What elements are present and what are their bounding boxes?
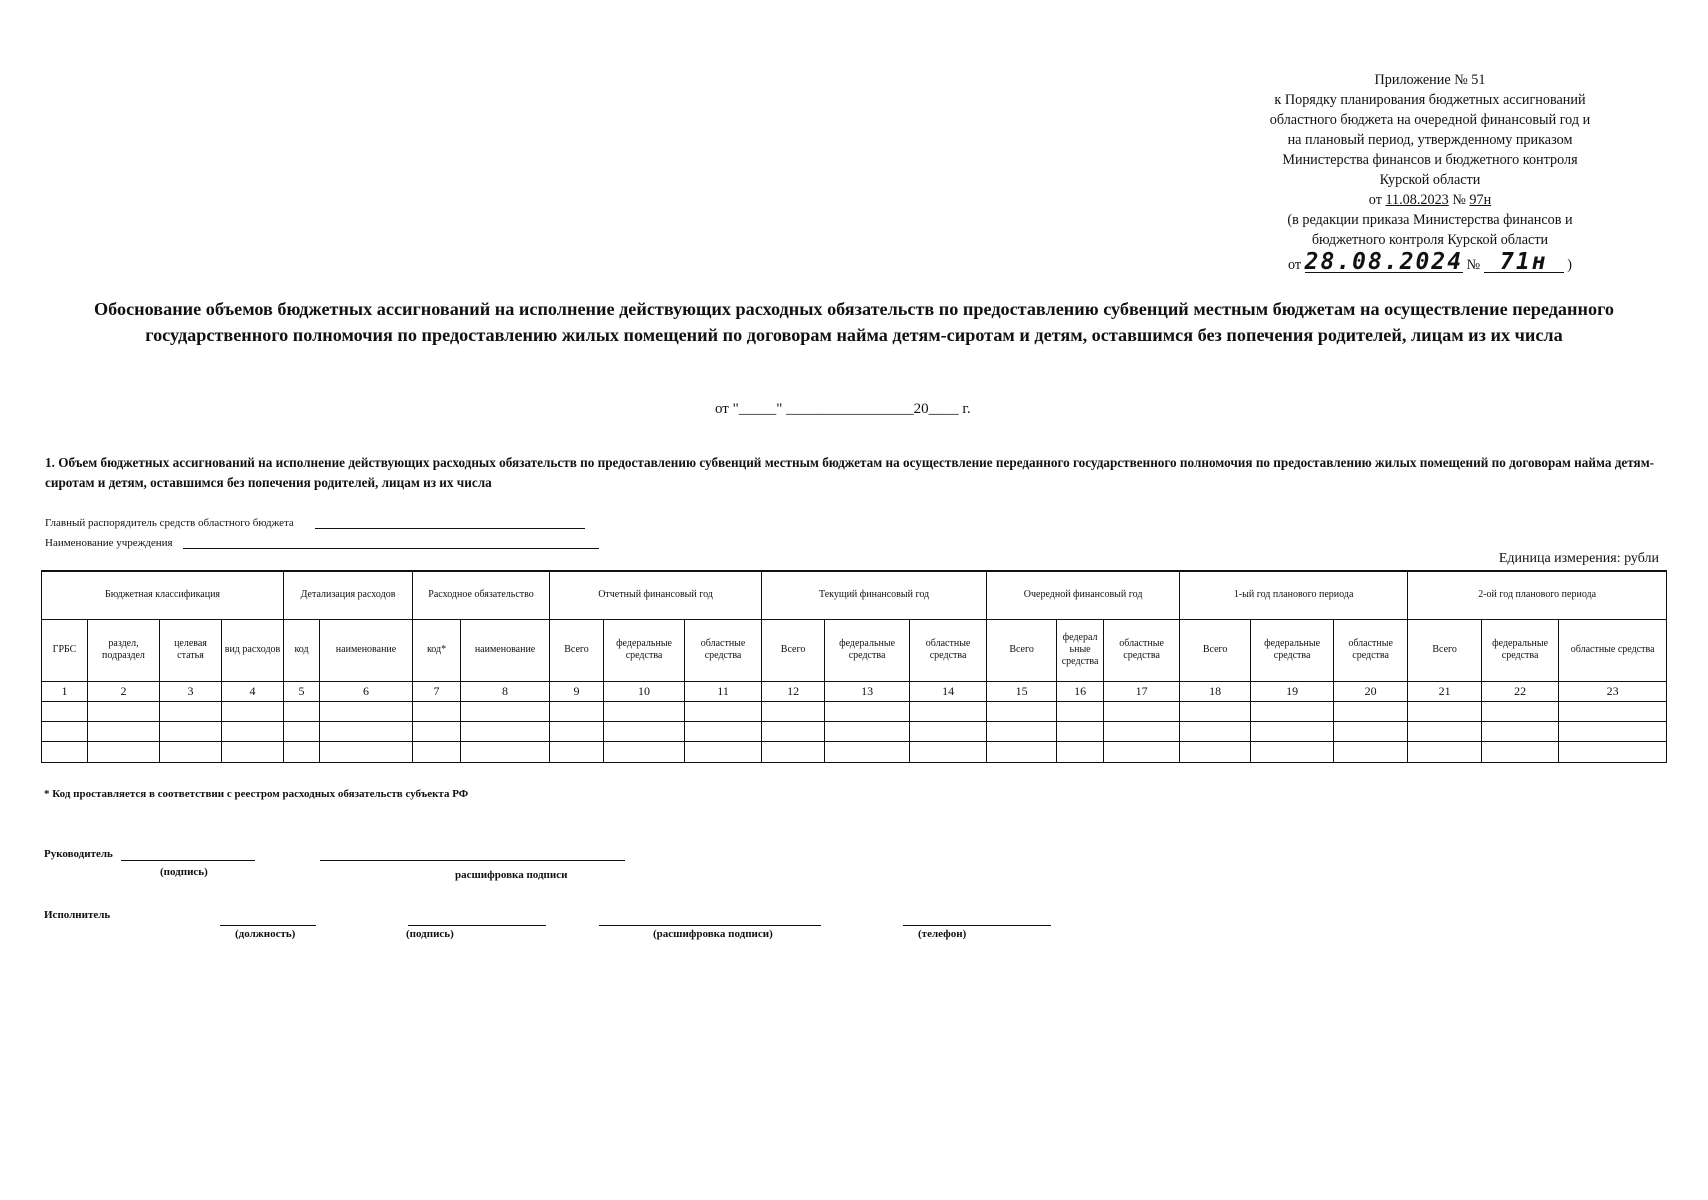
table-sub-header: раздел, подраздел — [88, 619, 160, 681]
head-decode-caption: расшифровка подписи — [455, 869, 568, 881]
column-number: 7 — [413, 681, 461, 701]
executor-position-caption: (должность) — [235, 928, 296, 940]
table-group-header: Детализация расходов — [284, 571, 413, 619]
grbs-label: Главный распорядитель средств областного бюджета — [45, 517, 294, 529]
order-number: 97н — [1469, 192, 1492, 208]
institution-label: Наименование учреждения — [45, 537, 173, 549]
table-sub-header: Всего — [1408, 619, 1482, 681]
table-sub-header: областные средства — [1104, 619, 1180, 681]
table-group-header: Бюджетная классификация — [42, 571, 284, 619]
column-number: 11 — [685, 681, 762, 701]
table-sub-header: федерал ьные средства — [1057, 619, 1104, 681]
appendix-edit-line: (в редакции приказа Министерства финансов и — [1287, 212, 1573, 228]
column-number: 8 — [461, 681, 550, 701]
head-signature-caption: (подпись) — [160, 866, 208, 878]
executor-decode-line[interactable] — [599, 925, 821, 926]
table-row — [42, 701, 1667, 721]
grbs-input-line[interactable] — [315, 518, 585, 529]
table-sub-header: целевая статья — [160, 619, 222, 681]
column-number: 2 — [88, 681, 160, 701]
appendix-line: к Порядку планирования бюджетных ассигнований — [1274, 92, 1586, 108]
column-number: 14 — [910, 681, 987, 701]
appendix-line: областного бюджета на очередной финансовый год и — [1269, 112, 1591, 128]
column-number: 13 — [825, 681, 910, 701]
column-number: 23 — [1559, 681, 1667, 701]
executor-signature-caption: (подпись) — [406, 928, 454, 940]
table-sub-header: Всего — [762, 619, 825, 681]
column-number: 6 — [320, 681, 413, 701]
appendix-line: Курской области — [1379, 172, 1481, 188]
table-sub-header: федеральные средства — [604, 619, 685, 681]
section-heading: 1. Объем бюджетных ассигнований на исполнение действующих расходных обязательств по предоставлению субвенций местным бюджетам на осуществление переданного государственного полномочия по предоставлению жилых помещений по договорам найма детям-сиротам и детям, оставшимся без попечения родителей, лицам из их числа — [45, 455, 1655, 490]
unit-of-measure: Единица измерения: рубли — [1498, 551, 1659, 566]
column-number: 9 — [550, 681, 604, 701]
institution-input-line[interactable] — [183, 538, 599, 549]
table-group-header: Текущий финансовый год — [762, 571, 987, 619]
executor-signature-line[interactable] — [408, 925, 546, 926]
appendix-number: Приложение № 51 — [1374, 72, 1486, 88]
executor-position-line[interactable] — [220, 925, 316, 926]
head-signature-line[interactable] — [121, 860, 255, 861]
table-sub-header: федеральные средства — [1482, 619, 1559, 681]
head-decode-line[interactable] — [320, 860, 625, 861]
table-sub-header: областные средства — [685, 619, 762, 681]
column-number: 4 — [222, 681, 284, 701]
appendix-line: на плановый период, утвержденному приказом — [1287, 132, 1573, 148]
table-sub-header: федеральные средства — [1251, 619, 1334, 681]
table-group-header: Отчетный финансовый год — [550, 571, 762, 619]
column-number: 19 — [1251, 681, 1334, 701]
column-number: 1 — [42, 681, 88, 701]
grbs-field — [45, 517, 585, 529]
column-number: 12 — [762, 681, 825, 701]
table-sub-header: ГРБС — [42, 619, 88, 681]
institution-field — [45, 537, 599, 549]
table-row — [42, 741, 1667, 762]
table-group-header-row — [42, 571, 1667, 619]
table-sub-header-row — [42, 619, 1667, 681]
table-sub-header: код* — [413, 619, 461, 681]
footnote: * Код проставляется в соответствии с реестром расходных обязательств субъекта РФ — [44, 788, 469, 800]
handwritten-edit-number: 71н — [1484, 252, 1564, 273]
handwritten-edit-date: 28.08.2024 — [1304, 249, 1464, 275]
column-number: 17 — [1104, 681, 1180, 701]
column-number: 3 — [160, 681, 222, 701]
executor-label: Исполнитель — [44, 909, 111, 921]
table-sub-header: код — [284, 619, 320, 681]
table-number-row — [42, 681, 1667, 701]
table-row — [42, 721, 1667, 741]
appendix-edit-line: бюджетного контроля Курской области — [1311, 232, 1549, 248]
column-number: 10 — [604, 681, 685, 701]
budget-table — [41, 570, 1667, 763]
column-number: 18 — [1180, 681, 1251, 701]
appendix-order-line: от 11.08.2023 № 97н — [1368, 192, 1492, 208]
table-group-header: 1-ый год планового периода — [1180, 571, 1408, 619]
table-sub-header: вид расходов — [222, 619, 284, 681]
table-sub-header: Всего — [987, 619, 1057, 681]
column-number: 15 — [987, 681, 1057, 701]
column-number: 20 — [1334, 681, 1408, 701]
head-label: Руководитель — [44, 848, 113, 860]
executor-decode-caption: (расшифровка подписи) — [653, 928, 773, 940]
table-sub-header: наименование — [461, 619, 550, 681]
document-title: Обоснование объемов бюджетных ассигнований на исполнение действующих расходных обязательств по предоставлению субвенций местным бюджетам на осуществление переданного государственного полномочия по предоставлению жилых помещений по договорам найма детям-сиротам и детям, оставшимся без попечения родителей, лицам из их числа — [94, 299, 1614, 345]
table-group-header: Расходное обязательство — [413, 571, 550, 619]
document-date-line: от "_____" _________________20____ г. — [715, 401, 971, 417]
column-number: 22 — [1482, 681, 1559, 701]
table-sub-header: Всего — [550, 619, 604, 681]
table-sub-header: областные средства — [1559, 619, 1667, 681]
appendix-edit-order-line: от 28.08.2024 № 71н ) — [1287, 249, 1573, 275]
executor-phone-caption: (телефон) — [918, 928, 967, 940]
table-group-header: 2-ой год планового периода — [1408, 571, 1667, 619]
table-sub-header: областные средства — [1334, 619, 1408, 681]
table-sub-header: областные средства — [910, 619, 987, 681]
table-sub-header: наименование — [320, 619, 413, 681]
table-group-header: Очередной финансовый год — [987, 571, 1180, 619]
executor-phone-line[interactable] — [903, 925, 1051, 926]
order-date: 11.08.2023 — [1385, 192, 1449, 208]
column-number: 16 — [1057, 681, 1104, 701]
appendix-line: Министерства финансов и бюджетного контроля — [1282, 152, 1578, 168]
table-sub-header: Всего — [1180, 619, 1251, 681]
appendix-block — [1240, 70, 1620, 275]
table-sub-header: федеральные средства — [825, 619, 910, 681]
column-number: 21 — [1408, 681, 1482, 701]
column-number: 5 — [284, 681, 320, 701]
